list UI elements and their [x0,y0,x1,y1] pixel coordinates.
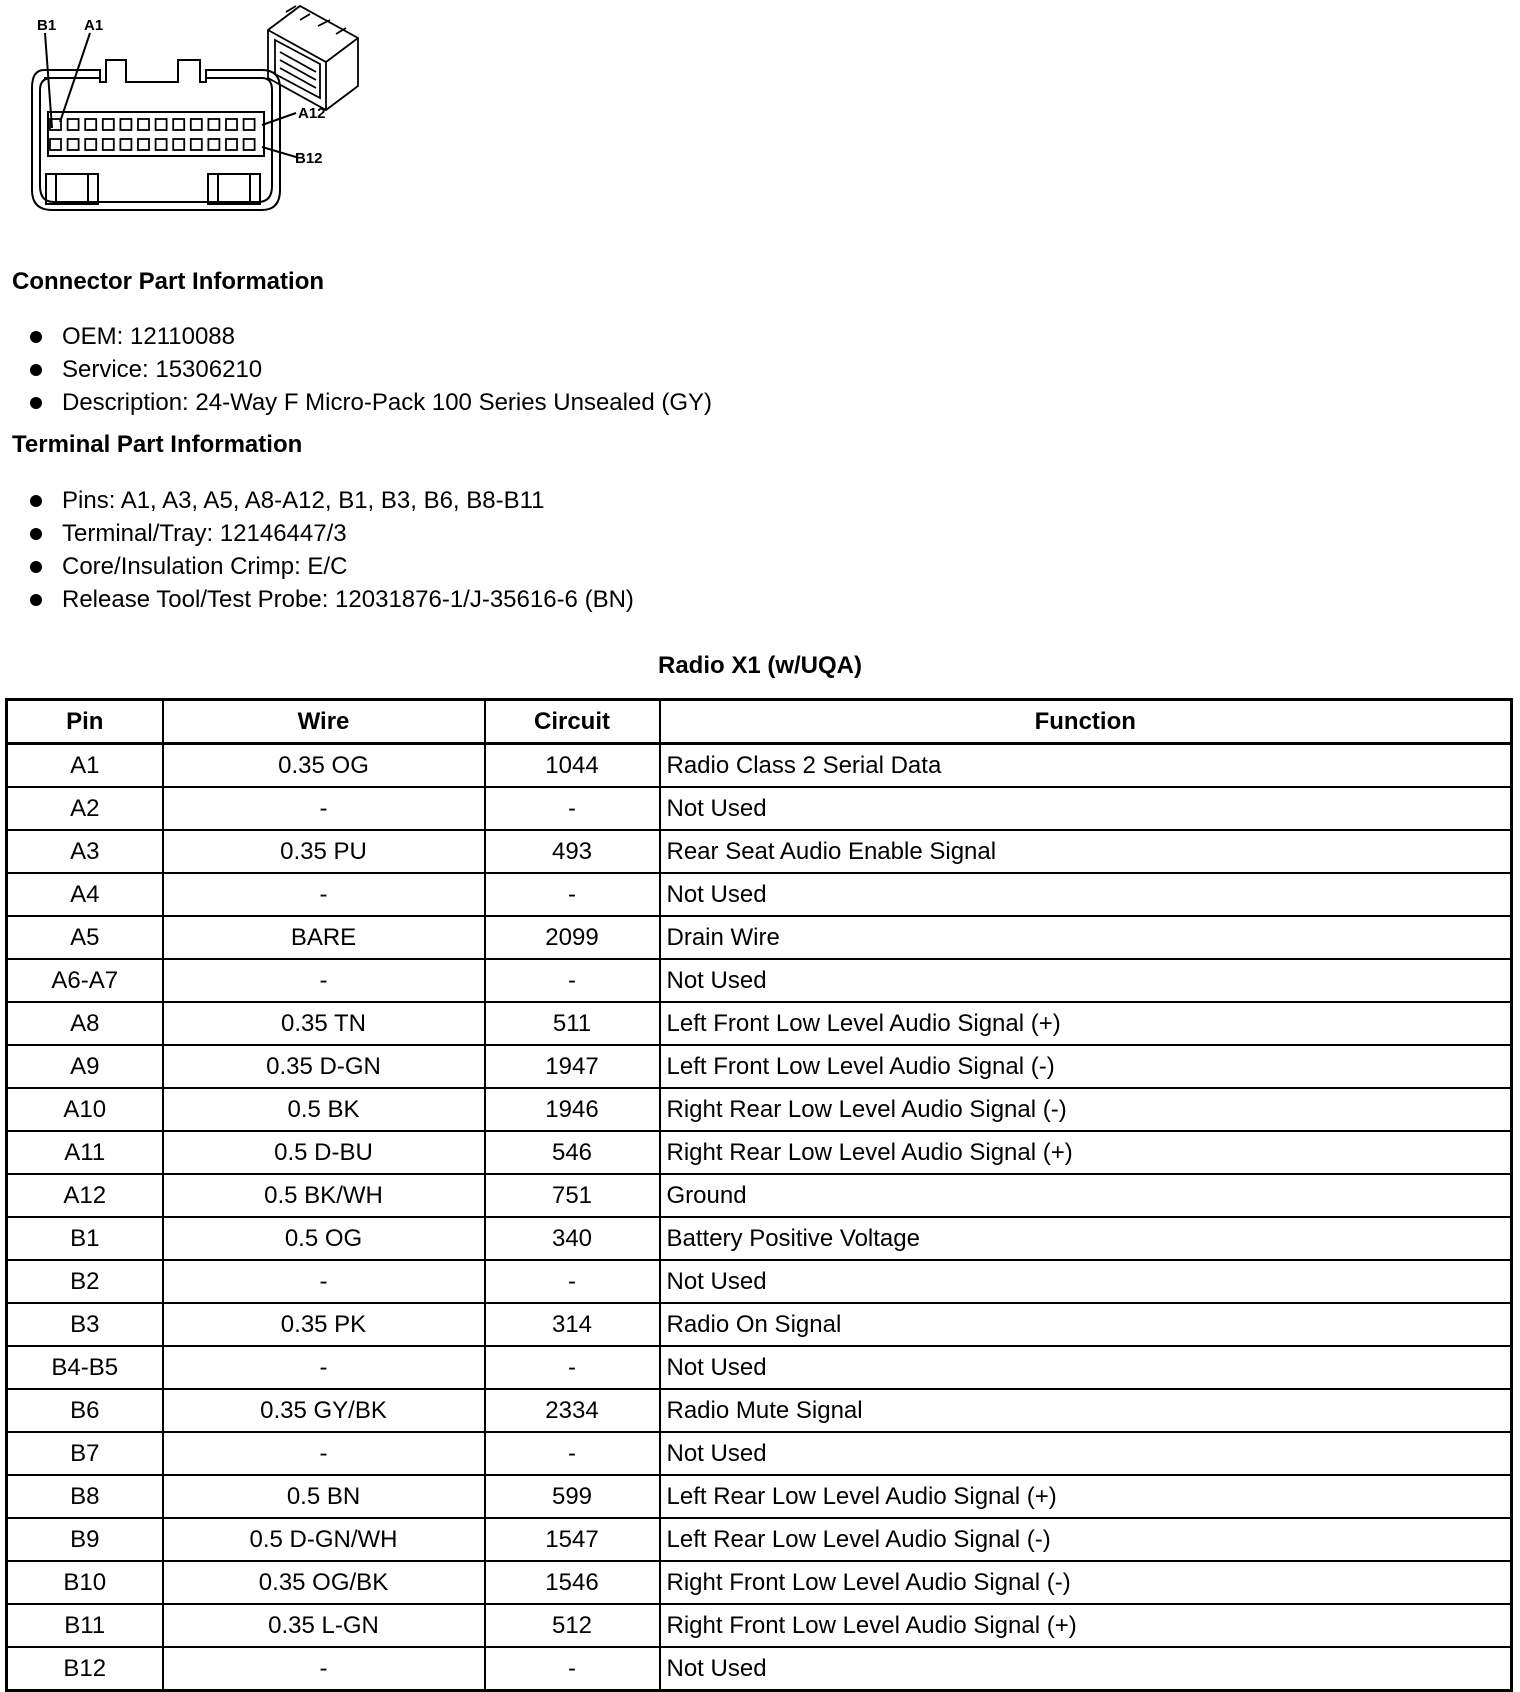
header-function: Function [660,700,1512,744]
table-row [7,1174,1512,1217]
cell-function: Right Front Low Level Audio Signal (+) [660,1604,1512,1647]
pin-cavity [120,139,131,150]
cell-circuit: 1947 [485,1045,660,1088]
cell-function: Radio Class 2 Serial Data [660,744,1512,788]
cell-wire: 0.35 TN [163,1002,485,1045]
cell-circuit: 1946 [485,1088,660,1131]
cell-pin: B7 [7,1432,163,1475]
table-row [7,959,1512,1002]
table-row [7,1303,1512,1346]
cell-wire: - [163,1647,485,1691]
cell-pin: A4 [7,873,163,916]
table-row [7,787,1512,830]
cell-function: Not Used [660,959,1512,1002]
cell-function: Not Used [660,873,1512,916]
cell-function: Drain Wire [660,916,1512,959]
pin-cavity [68,139,79,150]
cell-circuit: 546 [485,1131,660,1174]
cell-pin: B11 [7,1604,163,1647]
table-row [7,916,1512,959]
cell-circuit: - [485,873,660,916]
cell-function: Left Front Low Level Audio Signal (+) [660,1002,1512,1045]
cell-circuit: 512 [485,1604,660,1647]
cell-function: Left Rear Low Level Audio Signal (+) [660,1475,1512,1518]
cell-pin: A10 [7,1088,163,1131]
cell-wire: 0.5 BN [163,1475,485,1518]
cell-wire: 0.5 BK [163,1088,485,1131]
table-row [7,1002,1512,1045]
pin-cavity [173,119,184,130]
cell-pin: B12 [7,1647,163,1691]
cell-wire: 0.35 PU [163,830,485,873]
list-item: Release Tool/Test Probe: 12031876-1/J-35616-6 (BN) [28,583,634,616]
pin-cavity [120,119,131,130]
cell-circuit: 1546 [485,1561,660,1604]
cell-function: Left Front Low Level Audio Signal (-) [660,1045,1512,1088]
pin-cavity [191,119,202,130]
cell-pin: B6 [7,1389,163,1432]
pin-cavity [226,139,237,150]
cell-wire: 0.35 L-GN [163,1604,485,1647]
cell-circuit: - [485,1346,660,1389]
cell-wire: - [163,873,485,916]
cell-pin: A8 [7,1002,163,1045]
pin-cavity [68,119,79,130]
cell-pin: B1 [7,1217,163,1260]
table-row [7,744,1512,788]
label-a12: A12 [298,105,326,122]
cell-wire: 0.5 D-GN/WH [163,1518,485,1561]
terminal-part-list [28,484,634,616]
cell-wire: 0.5 D-BU [163,1131,485,1174]
cell-pin: A2 [7,787,163,830]
cell-function: Not Used [660,1647,1512,1691]
pin-cavity [244,139,255,150]
cell-function: Right Rear Low Level Audio Signal (-) [660,1088,1512,1131]
cell-pin: A5 [7,916,163,959]
cell-wire: - [163,1346,485,1389]
table-row [7,1088,1512,1131]
cell-function: Right Front Low Level Audio Signal (-) [660,1561,1512,1604]
connector-diagram [0,0,380,225]
cell-circuit: 2334 [485,1389,660,1432]
cell-pin: B4-B5 [7,1346,163,1389]
pin-cavity [208,139,219,150]
cell-function: Not Used [660,1346,1512,1389]
cell-function: Not Used [660,1432,1512,1475]
pin-cavity [103,139,114,150]
cell-wire: - [163,959,485,1002]
table-row [7,1045,1512,1088]
cell-circuit: 1547 [485,1518,660,1561]
label-b12: B12 [295,150,323,167]
cell-circuit: - [485,787,660,830]
table-row [7,1604,1512,1647]
cell-pin: A3 [7,830,163,873]
header-pin: Pin [7,700,163,744]
pin-cavity [244,119,255,130]
cell-pin: A9 [7,1045,163,1088]
table-row [7,1475,1512,1518]
pin-cavity [156,139,167,150]
cell-wire: 0.5 BK/WH [163,1174,485,1217]
table-row [7,1561,1512,1604]
table-row [7,1217,1512,1260]
cell-circuit: - [485,959,660,1002]
pin-cavity [191,139,202,150]
cell-wire: - [163,1260,485,1303]
cell-function: Left Rear Low Level Audio Signal (-) [660,1518,1512,1561]
pin-cavity [138,139,149,150]
pinout-table [5,698,1513,1692]
table-row [7,1518,1512,1561]
connector-part-list [28,320,712,419]
cell-pin: B10 [7,1561,163,1604]
table-row [7,1389,1512,1432]
cell-circuit: 599 [485,1475,660,1518]
header-wire: Wire [163,700,485,744]
table-row [7,830,1512,873]
cell-circuit: - [485,1647,660,1691]
cell-wire: - [163,787,485,830]
cell-circuit: 2099 [485,916,660,959]
table-row [7,1346,1512,1389]
terminal-part-heading: Terminal Part Information [12,431,303,458]
pin-cavity [138,119,149,130]
cell-circuit: 493 [485,830,660,873]
cell-function: Ground [660,1174,1512,1217]
cell-pin: A12 [7,1174,163,1217]
list-item: Service: 15306210 [28,353,712,386]
pin-cavity [226,119,237,130]
cell-function: Radio Mute Signal [660,1389,1512,1432]
cell-function: Rear Seat Audio Enable Signal [660,830,1512,873]
cell-function: Not Used [660,787,1512,830]
cell-circuit: 340 [485,1217,660,1260]
cell-function: Right Rear Low Level Audio Signal (+) [660,1131,1512,1174]
cell-pin: B9 [7,1518,163,1561]
table-row [7,1432,1512,1475]
list-item: Core/Insulation Crimp: E/C [28,550,634,583]
cell-pin: B2 [7,1260,163,1303]
table-row [7,873,1512,916]
connector-part-heading: Connector Part Information [12,268,325,295]
list-item: Description: 24-Way F Micro-Pack 100 Series Unsealed (GY) [28,386,712,419]
pin-cavity [85,139,96,150]
list-item: Terminal/Tray: 12146447/3 [28,517,634,550]
pin-cavity [173,139,184,150]
cell-circuit: 511 [485,1002,660,1045]
cell-pin: B8 [7,1475,163,1518]
header-circuit: Circuit [485,700,660,744]
pin-cavity [103,119,114,130]
cell-circuit: - [485,1260,660,1303]
cell-wire: 0.35 D-GN [163,1045,485,1088]
list-item: OEM: 12110088 [28,320,712,353]
cell-wire: 0.35 GY/BK [163,1389,485,1432]
cell-circuit: 1044 [485,744,660,788]
cell-wire: 0.5 OG [163,1217,485,1260]
cell-pin: A11 [7,1131,163,1174]
table-row [7,1131,1512,1174]
cell-pin: A6-A7 [7,959,163,1002]
label-a1: A1 [84,17,104,34]
pin-cavity [208,119,219,130]
table-title: Radio X1 (w/UQA) [657,652,862,679]
cell-circuit: - [485,1432,660,1475]
cell-wire: BARE [163,916,485,959]
pin-cavity [85,119,96,130]
table-row [7,1647,1512,1691]
cell-circuit: 751 [485,1174,660,1217]
list-item: Pins: A1, A3, A5, A8-A12, B1, B3, B6, B8-B11 [28,484,634,517]
cell-function: Not Used [660,1260,1512,1303]
cell-pin: A1 [7,744,163,788]
cell-function: Battery Positive Voltage [660,1217,1512,1260]
cell-wire: - [163,1432,485,1475]
label-b1: B1 [37,17,57,34]
cell-wire: 0.35 OG [163,744,485,788]
cell-wire: 0.35 OG/BK [163,1561,485,1604]
cell-pin: B3 [7,1303,163,1346]
pin-cavity [156,119,167,130]
cell-function: Radio On Signal [660,1303,1512,1346]
cell-circuit: 314 [485,1303,660,1346]
cell-wire: 0.35 PK [163,1303,485,1346]
table-header-row [7,700,1512,744]
pin-cavity [50,139,61,150]
table-row [7,1260,1512,1303]
